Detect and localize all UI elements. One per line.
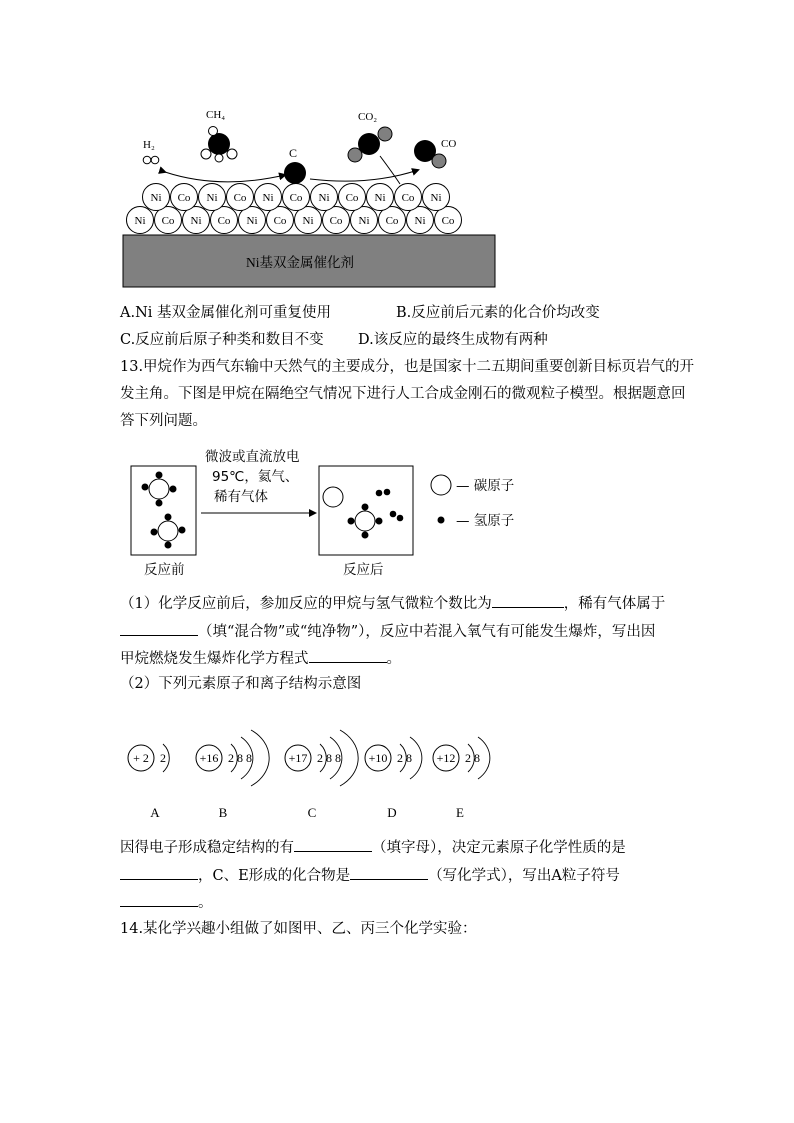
legend-hydrogen-symbol [438, 517, 445, 524]
answer-blank-equation[interactable] [309, 647, 387, 663]
ch4-molecule [201, 127, 237, 163]
after-label: 反应后 [343, 562, 384, 578]
electron-counts: 2 [160, 751, 166, 765]
atomic-structure-e [433, 737, 490, 820]
legend-hydrogen-label: — 氢原子 [456, 513, 515, 529]
electron-counts: 2 8 8 [317, 751, 341, 765]
structure-label: D [387, 805, 397, 820]
nucleus-charge: + 2 [133, 751, 149, 765]
structure-label: A [150, 805, 160, 820]
catalyst-atom-label: Co [401, 192, 415, 204]
condition-line2: 95℃，氦气、 [212, 469, 299, 485]
q13-part2-line3 [120, 891, 213, 913]
catalyst-atom-label: Co [217, 215, 231, 227]
q13-intro-line3: 答下列问题。 [120, 413, 207, 429]
q13-part1-line3 [120, 647, 401, 669]
electron-counts: 2 8 [397, 751, 412, 765]
carbon-atom [323, 487, 343, 507]
q13-part1-text: （1）化学反应前后，参加反应的甲烷与氢气微粒个数比为 [120, 596, 492, 612]
catalyst-atom-label: Co [329, 215, 343, 227]
co2-molecule [348, 127, 392, 162]
ch4-label: CH₄ [206, 109, 226, 121]
catalyst-atom-label: Ni [358, 215, 370, 227]
catalyst-atom-label: Ni [414, 215, 426, 227]
q13-part2-text: （写化学式），写出A粒子符号 [428, 868, 620, 884]
q13-part2-text: 因得电子形成稳定结构的有 [120, 840, 294, 856]
q13-part1-text: 。 [386, 651, 401, 667]
atomic-structure-c [285, 730, 358, 820]
option-c: C.反应前后原子种类和数目不变 [120, 332, 324, 348]
electron-counts: 2 8 [465, 751, 480, 765]
co-label: CO [441, 138, 457, 150]
q13-intro-line1: 13.甲烷作为西气东输中天然气的主要成分，也是国家十二五期间重要创新目标页岩气的开 [120, 359, 695, 375]
reaction-arrow [165, 172, 285, 182]
catalyst-top-row [143, 184, 450, 211]
catalyst-atom-label: Ni [134, 215, 146, 227]
catalyst-atom-label: Ni [206, 192, 218, 204]
q13-intro-line2: 发主角。下图是甲烷在隔绝空气情况下进行人工合成金刚石的微观粒子模型。根据题意回 [120, 386, 686, 402]
q13-part1-text: 甲烷燃烧发生爆炸化学方程式 [120, 651, 309, 667]
catalyst-atom-label: Ni [190, 215, 202, 227]
nucleus-charge: +16 [199, 751, 219, 765]
condition-line1: 微波或直流放电 [205, 449, 300, 465]
q14-text: 14.某化学兴趣小组做了如图甲、乙、丙三个化学实验： [120, 921, 477, 937]
q13-part1-text: （填“混合物”或“纯净物”），反应中若混入氧气有可能发生爆炸，写出因 [198, 624, 656, 640]
reaction-arrow [310, 170, 418, 181]
catalyst-atom-label: Ni [246, 215, 258, 227]
option-d: D.该反应的最终生成物有两种 [358, 332, 548, 348]
nucleus-charge: +12 [436, 751, 456, 765]
nucleus-charge: +17 [288, 751, 308, 765]
catalyst-atom-label: Co [289, 192, 303, 204]
q13-part2-line1 [120, 836, 626, 858]
atomic-structure-a [128, 744, 169, 820]
legend-carbon-symbol [431, 475, 451, 495]
answer-blank-ratio[interactable] [492, 592, 564, 608]
catalyst-atom-label: Ni [262, 192, 274, 204]
answer-blank-substance-type[interactable] [120, 620, 198, 636]
co2-label: CO₂ [358, 111, 378, 123]
q13-part2-text: 。 [198, 895, 213, 911]
answer-blank-symbol[interactable] [120, 891, 198, 907]
catalyst-atom-label: Ni [150, 192, 162, 204]
catalyst-atom-label: Ni [374, 192, 386, 204]
option-a: A.Ni 基双金属催化剂可重复使用 [120, 305, 332, 321]
catalyst-atom-label: Co [385, 215, 399, 227]
structure-label: E [456, 805, 464, 820]
catalyst-atom-label: Co [177, 192, 191, 204]
after-box [319, 466, 413, 555]
reaction-arrow [380, 156, 400, 184]
atomic-structure-d [365, 737, 422, 820]
h2-label: H₂ [143, 139, 155, 151]
q13-part2-text: （填字母），决定元素原子化学性质的是 [372, 840, 626, 856]
atomic-structure-figure [115, 705, 515, 825]
structure-label: B [218, 805, 228, 820]
catalyst-atom-label: Co [161, 215, 175, 227]
before-label: 反应前 [144, 562, 185, 578]
catalyst-mechanism-figure [110, 100, 510, 295]
condition-line3: 稀有气体 [214, 489, 268, 505]
before-box [131, 466, 196, 555]
catalyst-atom-label: Ni [302, 215, 314, 227]
catalyst-atom-label: Ni [430, 192, 442, 204]
answer-blank-stable[interactable] [294, 836, 372, 852]
catalyst-label: Ni基双金属催化剂 [246, 255, 354, 270]
q13-part2-line2 [120, 864, 620, 886]
legend-carbon-label: — 碳原子 [456, 478, 515, 494]
c-label: C [289, 146, 298, 160]
structure-label: C [307, 805, 317, 820]
electron-counts: 2 8 8 [228, 751, 252, 765]
atomic-structure-b [196, 730, 269, 820]
q13-part2-title: （2）下列元素原子和离子结构示意图 [120, 676, 362, 692]
answer-blank-property[interactable] [120, 864, 198, 880]
q13-part2-text: ，C、E形成的化合物是 [198, 868, 351, 884]
catalyst-atom-label: Co [233, 192, 247, 204]
catalyst-atom-label: Co [273, 215, 287, 227]
answer-blank-compound[interactable] [350, 864, 428, 880]
carbon-atom [284, 162, 306, 184]
option-b: B.反应前后元素的化合价均改变 [396, 305, 600, 321]
catalyst-atom-label: Co [441, 215, 455, 227]
electron-shell-arc [340, 730, 358, 786]
q13-part1-line1 [120, 592, 665, 614]
catalyst-atom-label: Ni [318, 192, 330, 204]
h2-atom [143, 156, 151, 164]
nucleus-charge: +10 [368, 751, 388, 765]
electron-shell-arc [251, 730, 269, 786]
h2-atom [151, 156, 159, 164]
q13-part1-text: ，稀有气体属于 [563, 596, 666, 612]
q13-part1-line2 [120, 620, 655, 642]
catalyst-atom-label: Co [345, 192, 359, 204]
